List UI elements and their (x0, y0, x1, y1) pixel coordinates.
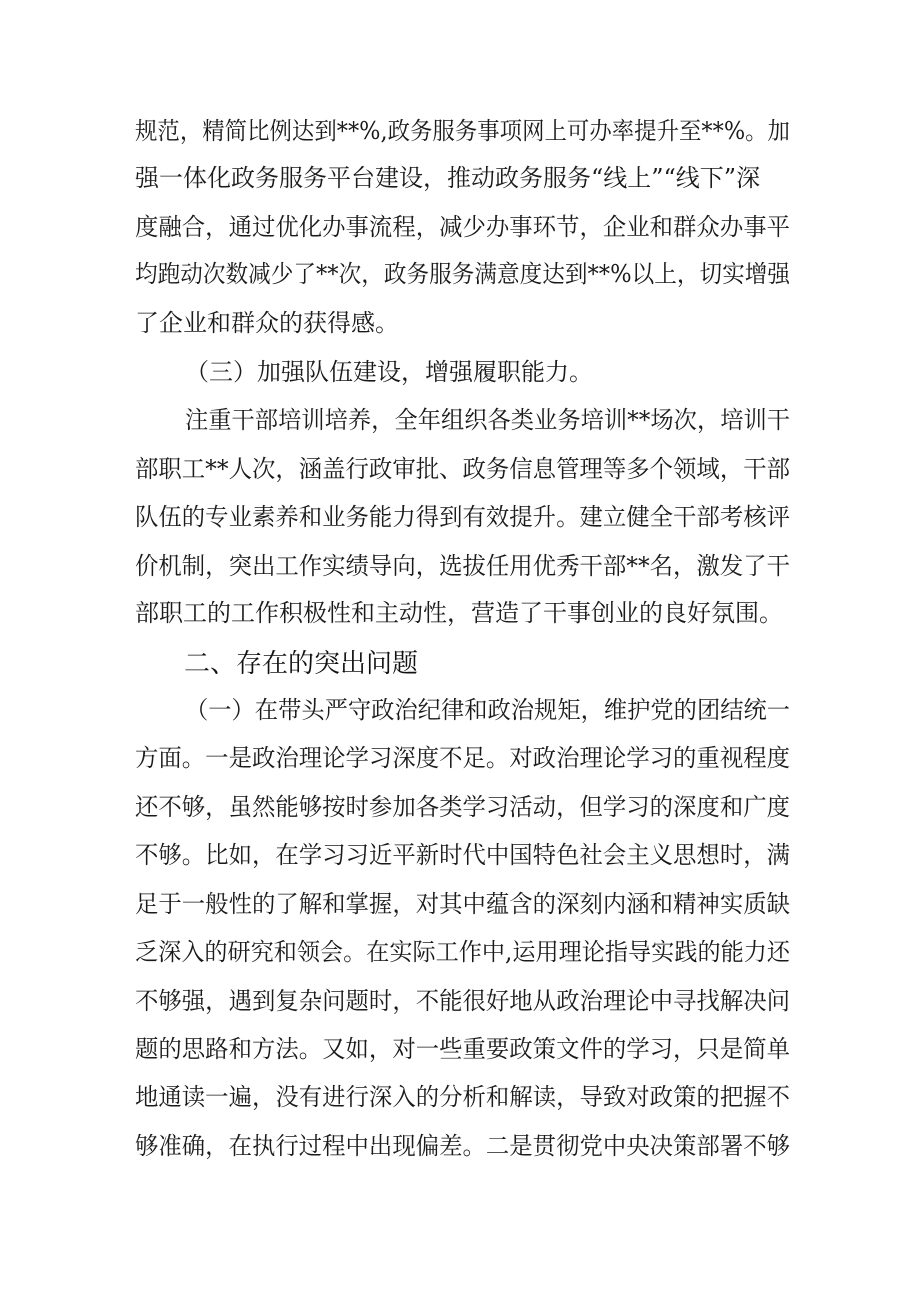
line-text: （三）加强队伍建设，增强履职能力。 (185, 358, 593, 386)
body-line (0, 1126, 920, 1166)
line-text: 题的思路和方法。又如，对一些重要政策文件的学习，只是简单 (135, 1035, 790, 1063)
body-line (0, 158, 920, 198)
line-text: 队伍的专业素养和业务能力得到有效提升。建立健全干部考核评 (135, 503, 790, 531)
body-line (0, 111, 920, 151)
line-text: 规范，精简比例达到**%,政务服务事项网上可办率提升至**%。加 (135, 117, 790, 145)
body-line (0, 497, 920, 537)
line-text: 价机制，突出工作实绩导向，选拔任用优秀干部**名，激发了干 (135, 552, 790, 580)
subsection-heading (0, 352, 920, 392)
body-line (0, 787, 920, 827)
body-line (0, 690, 920, 730)
line-text: 度融合，通过优化办事流程，减少办事环节，企业和群众办事平 (135, 213, 790, 241)
line-text: 地通读一遍，没有进行深入的分析和解读，导致对政策的把握不 (135, 1083, 790, 1111)
section-heading (0, 644, 920, 684)
body-line (0, 449, 920, 489)
body-line (0, 1077, 920, 1117)
body-line (0, 303, 920, 343)
line-text: 足于一般性的了解和掌握，对其中蕴含的深刻内涵和精神实质缺 (135, 890, 790, 918)
line-text: 不够。比如，在学习习近平新时代中国特色社会主义思想时，满 (135, 841, 790, 869)
line-text: 不够强，遇到复杂问题时，不能很好地从政治理论中寻找解决问 (135, 987, 790, 1015)
line-text: 乏深入的研究和领会。在实际工作中,运用理论指导实践的能力还 (135, 938, 790, 966)
line-text: 还不够，虽然能够按时参加各类学习活动，但学习的深度和广度 (135, 793, 790, 821)
line-text: 方面。一是政治理论学习深度不足。对政治理论学习的重视程度 (135, 744, 790, 772)
body-line (0, 593, 920, 633)
body-line (0, 738, 920, 778)
body-line (0, 1029, 920, 1069)
line-text: 注重干部培训培养，全年组织各类业务培训**场次，培训干 (185, 406, 791, 434)
line-text: 均跑动次数减少了**次，政务服务满意度达到**%以上，切实增强 (135, 260, 790, 288)
line-text: 二、存在的突出问题 (184, 649, 419, 679)
body-line (0, 835, 920, 875)
line-text: 部职工**人次，涵盖行政审批、政务信息管理等多个领域，干部 (135, 455, 790, 483)
line-text: （一）在带头严守政治纪律和政治规矩，维护党的团结统一 (185, 696, 791, 724)
line-text: 了企业和群众的获得感。 (135, 309, 399, 337)
body-line (0, 400, 920, 440)
body-line (0, 546, 920, 586)
body-line (0, 254, 920, 294)
body-line (0, 932, 920, 972)
line-text: 强一体化政务服务平台建设，推动政务服务“线上”“线下”深 (135, 164, 761, 192)
body-line (0, 884, 920, 924)
body-line (0, 207, 920, 247)
line-text: 够准确，在执行过程中出现偏差。二是贯彻党中央决策部署不够 (135, 1132, 790, 1160)
line-text: 部职工的工作积极性和主动性，营造了干事创业的良好氛围。 (135, 599, 783, 627)
body-line (0, 981, 920, 1021)
